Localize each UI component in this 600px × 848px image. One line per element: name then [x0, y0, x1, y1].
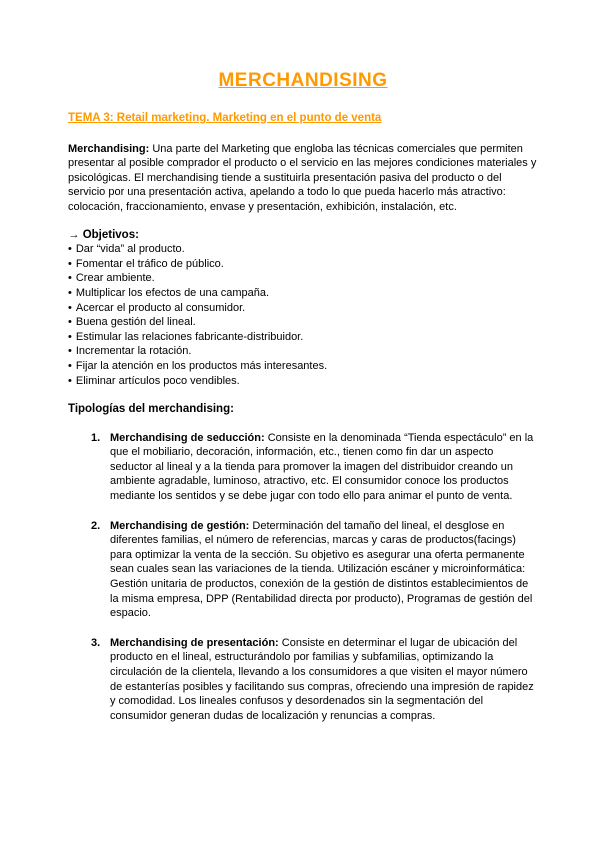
objetivos-heading: → Objetivos:: [68, 228, 139, 241]
bullet-icon: •: [68, 257, 72, 270]
objetivo-text: Estimular las relaciones fabricante-distribuidor.: [75, 330, 304, 343]
tema-heading: TEMA 3: Retail marketing. Marketing en el punto de venta: [68, 112, 382, 124]
item-body: [110, 636, 538, 724]
list-item: [68, 315, 538, 330]
objetivo-text: Eliminar artículos poco vendibles.: [75, 374, 240, 387]
tipologia-item: [91, 519, 538, 621]
list-item: [68, 374, 538, 389]
item-body: [110, 519, 538, 621]
bullet-icon: •: [68, 243, 72, 256]
item-label: Merchandising de gestión:: [110, 519, 250, 532]
list-item: [68, 344, 538, 359]
list-item: [68, 301, 538, 316]
objetivo-text: Crear ambiente.: [75, 272, 155, 285]
item-label: Merchandising de seducción:: [110, 431, 265, 444]
objetivo-text: Dar “vida” al producto.: [75, 243, 185, 256]
item-text: Consiste en la denominada “Tienda espectáculo” en la que el mobiliario, decoración, información, etc., tienen como fin dar un aspecto seductor al lineal y a la tienda para promover la imagen del distribuidor creando un ambiente agradable, luminoso, atractivo, etc. El consumidor conoce los productos mediante los sentidos y se debe jugar con todo ello para animar el punto de venta.: [110, 431, 534, 503]
item-number: 1.: [91, 431, 101, 444]
item-body: [110, 431, 538, 504]
intro-paragraph: [68, 142, 538, 215]
intro-lead: Merchandising:: [68, 142, 150, 155]
tipologia-item: [91, 636, 538, 724]
bullet-icon: •: [68, 359, 72, 372]
item-number: 2.: [91, 519, 101, 532]
objetivos-list: [68, 242, 538, 388]
bullet-icon: •: [68, 316, 72, 329]
tipologias-list: [68, 431, 538, 724]
list-item: [68, 271, 538, 286]
bullet-icon: •: [68, 272, 72, 285]
objetivo-text: Multiplicar los efectos de una campaña.: [75, 286, 270, 299]
bullet-icon: •: [68, 345, 72, 358]
objetivo-text: Acercar el producto al consumidor.: [75, 301, 246, 314]
objetivo-text: Buena gestión del lineal.: [75, 316, 196, 329]
item-label: Merchandising de presentación:: [110, 636, 279, 649]
list-item: [68, 286, 538, 301]
intro-text: Una parte del Marketing que engloba las técnicas comerciales que permiten presentar al posible comprador el producto o el servicio en las mejores condiciones materiales y psicológicas. El merchandising tiende a sustituirla presentación pasiva del producto o del servicio por una presentación activa, apelando a todo lo que pueda hacerlo más atractivo: colocación, fraccionamiento, envase y presentación, exhibición, instalación, etc.: [68, 142, 537, 213]
item-number: 3.: [91, 636, 101, 649]
bullet-icon: •: [68, 301, 72, 314]
page-title: MERCHANDISING: [218, 70, 388, 91]
tipologia-item: [91, 431, 538, 504]
item-text: Determinación del tamaño del lineal, el desglose en diferentes familias, el número de referencias, marcas y caras de productos(facings) para optimizar la venta de la sección. Su objetivo es asegurar una oferta permanente sean cuales sean las variaciones de la tienda. Utilización escáner y microinformática: Gestión unitaria de productos, conexión de la gestión de distintos establecimientos de la misma empresa, DPP (Rentabilidad directa por producto), Programas de gestión del espacio.: [110, 519, 533, 620]
bullet-icon: •: [68, 330, 72, 343]
bullet-icon: •: [68, 286, 72, 299]
tipologias-heading: Tipologías del merchandising:: [68, 403, 234, 416]
objetivo-text: Incrementar la rotación.: [75, 345, 192, 358]
list-item: [68, 257, 538, 272]
list-item: [68, 359, 538, 374]
list-item: [68, 242, 538, 257]
objetivo-text: Fomentar el tráfico de público.: [75, 257, 224, 270]
item-text: Consiste en determinar el lugar de ubicación del producto en el lineal, estructurándolo por familias y subfamilias, optimizando la circulación de la clientela, llevando a los consumidores a que visiten el mayor número de estanterías posibles y facilitando sus compras, ofreciendo una impresión de rapidez y comodidad. Los lineales confusos y desordenados sin la segmentación del consumidor generan dudas de localización y renuncias a compras.: [110, 636, 534, 722]
objetivo-text: Fijar la atención en los productos más interesantes.: [75, 359, 328, 372]
list-item: [68, 330, 538, 345]
bullet-icon: •: [68, 374, 72, 387]
